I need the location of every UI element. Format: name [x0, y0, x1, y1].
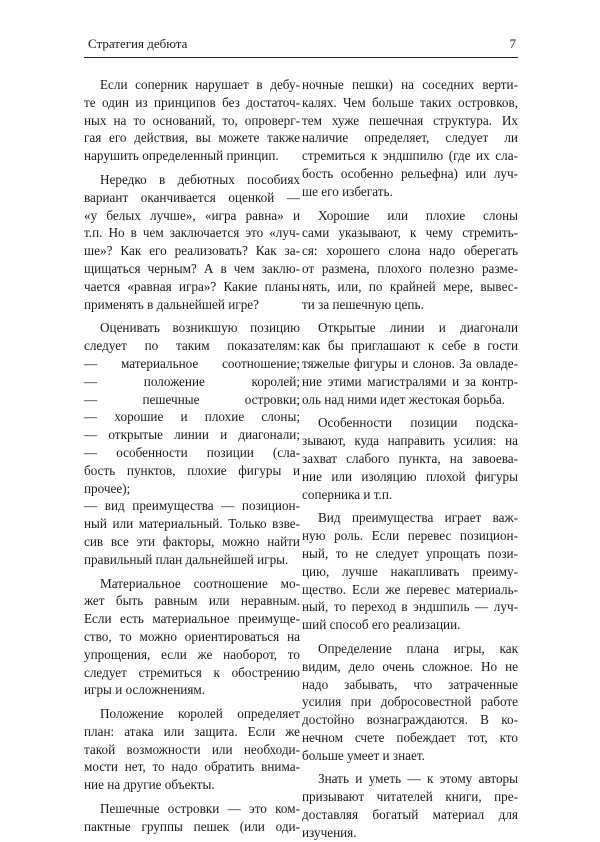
text-line: — особенности позиции (сла-: [84, 444, 300, 460]
text-line: ную роль. Если перевес позицион-: [302, 528, 518, 544]
text-line: Хорошие или плохие слоны: [318, 207, 518, 223]
text-line: цию, лучше накапливать преиму-: [302, 563, 518, 579]
text-line: щество. Если же перевес материаль-: [302, 581, 518, 597]
text-line: бость пунктов, плохие фигуры и: [84, 462, 300, 478]
text-line: жет быть равным или неравным.: [84, 593, 300, 609]
text-line: упрощения, если же наоборот, то: [84, 646, 300, 662]
text-line: чается «равная игра»? Какие планы: [84, 278, 300, 294]
text-line: Нередко в дебютных пособиях: [100, 171, 300, 187]
text-line: те один из принципов без достаточ-: [84, 94, 300, 110]
text-line: сами указывают, к чему стремить-: [302, 225, 518, 241]
text-line: Определение плана игры, как: [318, 640, 518, 656]
text-line: наличие определяет, следует ли: [302, 130, 518, 146]
page-number: 7: [509, 36, 516, 51]
text-line: захват слабого пункта, на завоева-: [302, 450, 518, 466]
text-line: ше его избегать.: [302, 183, 393, 199]
text-line: «у белых лучше», «игра равна» и: [84, 207, 300, 223]
text-line: т.п. Но в чем заключается это «луч-: [84, 225, 300, 241]
text-line: ный, то не следует упрощать пози-: [302, 545, 518, 561]
left-column: [84, 76, 300, 836]
header-rule: [84, 57, 518, 58]
text-line: — хорошие и плохие слоны;: [84, 409, 300, 425]
text-line: усилия при добросовестной работе: [302, 694, 518, 710]
text-line: мости нет, то надо обратить внима-: [84, 759, 300, 775]
text-line: Материальное соотношение мо-: [100, 575, 300, 591]
text-line: призывают читателей книги, пре-: [302, 789, 518, 805]
text-line: ся: хорошего слона надо оберегать: [302, 243, 518, 259]
text-line: ние на другие объекты.: [84, 777, 215, 793]
text-line: доставляя богатый материал для: [302, 807, 518, 823]
text-line: ше»? Как его реализовать? Как за-: [84, 243, 300, 259]
text-line: нарушить определенный принцип.: [84, 148, 279, 164]
text-line: стремиться к эндшпилю (где их сла-: [302, 148, 518, 164]
text-line: ство, то можно ориентироваться на: [84, 628, 300, 644]
text-line: бость особенно рельефна) или луч-: [302, 165, 518, 181]
text-line: следует по таким показателям:: [84, 338, 300, 354]
text-line: Если есть материальное преимуще-: [84, 611, 300, 627]
text-line: видим, дело очень сложное. Но не: [302, 658, 518, 674]
text-line: Пешечные островки — это ком-: [100, 801, 300, 817]
text-line: соперника и т.п.: [302, 486, 393, 502]
text-line: Знать и уметь — к этому авторы: [318, 771, 518, 787]
text-line: Открытые линии и диагонали: [318, 320, 518, 336]
text-line: следует стремиться к обострению: [84, 664, 300, 680]
text-line: калях. Чем больше таких островков,: [302, 94, 518, 110]
text-line: изучения.: [302, 824, 357, 840]
text-line: ти за пешечную цепь.: [302, 296, 424, 312]
text-line: ный или материальный. Только взве-: [84, 516, 300, 532]
text-line: сив все эти факторы, можно найти: [84, 533, 300, 549]
text-line: надо забывать, что затраченные: [302, 676, 518, 692]
text-line: пактные группы пешек (или оди-: [84, 818, 300, 834]
text-line: Положение королей определяет: [100, 706, 300, 722]
text-line: оль над ними идет жестокая борьба.: [302, 391, 506, 407]
text-line: нять, или, по крайней мере, вывес-: [302, 278, 518, 294]
text-line: больше умеет и знает.: [302, 747, 425, 763]
text-line: тем хуже пешечная структура. Их: [302, 112, 518, 128]
text-line: — пешечные островки;: [84, 391, 300, 407]
text-line: правильный план дальнейшей игры.: [84, 551, 289, 567]
text-line: план: атака или защита. Если же: [84, 723, 300, 739]
text-line: прочее);: [84, 480, 131, 496]
text-line: нечном счете побеждает тот, кто: [302, 729, 518, 745]
text-line: тяжелые фигуры и слонов. За овладе-: [302, 355, 518, 371]
text-line: Вид преимущества играет важ-: [318, 510, 518, 526]
text-line: — материальное соотношение;: [84, 355, 300, 371]
text-line: Особенности позиции подска-: [318, 415, 518, 431]
text-line: Оценивать возникшую позицию: [100, 320, 300, 336]
text-line: ный, то переход в эндшпиль — луч-: [302, 599, 518, 615]
text-line: вариант оканчивается оценкой —: [84, 189, 300, 205]
text-line: гая его действия, вы можете также: [84, 130, 300, 146]
text-line: — положение королей;: [84, 373, 300, 389]
text-line: как бы приглашают к себе в гости: [302, 338, 518, 354]
text-line: щищаться черным? А в чем заклю-: [84, 260, 300, 276]
text-line: игры и осложнениям.: [84, 682, 206, 698]
text-line: применять в дальнейшей игре?: [84, 296, 259, 312]
chapter-title: Стратегия дебюта: [88, 36, 188, 51]
text-line: такой возможности или необходи-: [84, 741, 300, 757]
text-line: ший способ его реализации.: [302, 617, 461, 633]
text-line: ние этими магистралями и за контр-: [302, 373, 518, 389]
text-line: от размена, плохого полезно разме-: [302, 260, 518, 276]
text-line: ных на то оснований, то, опроверг-: [84, 112, 300, 128]
text-line: достойно вознаграждаются. В ко-: [302, 712, 518, 728]
right-column: [302, 76, 518, 842]
text-line: зывают, куда направить усилия: на: [302, 433, 518, 449]
text-line: Если соперник нарушает в дебу-: [100, 77, 300, 92]
text-line: — открытые линии и диагонали;: [84, 427, 300, 443]
text-line: ние или изоляцию плохой фигуры: [302, 468, 518, 484]
text-line: ночные пешки) на соседних верти-: [302, 77, 518, 92]
text-line: — вид преимущества — позицион-: [84, 498, 300, 514]
